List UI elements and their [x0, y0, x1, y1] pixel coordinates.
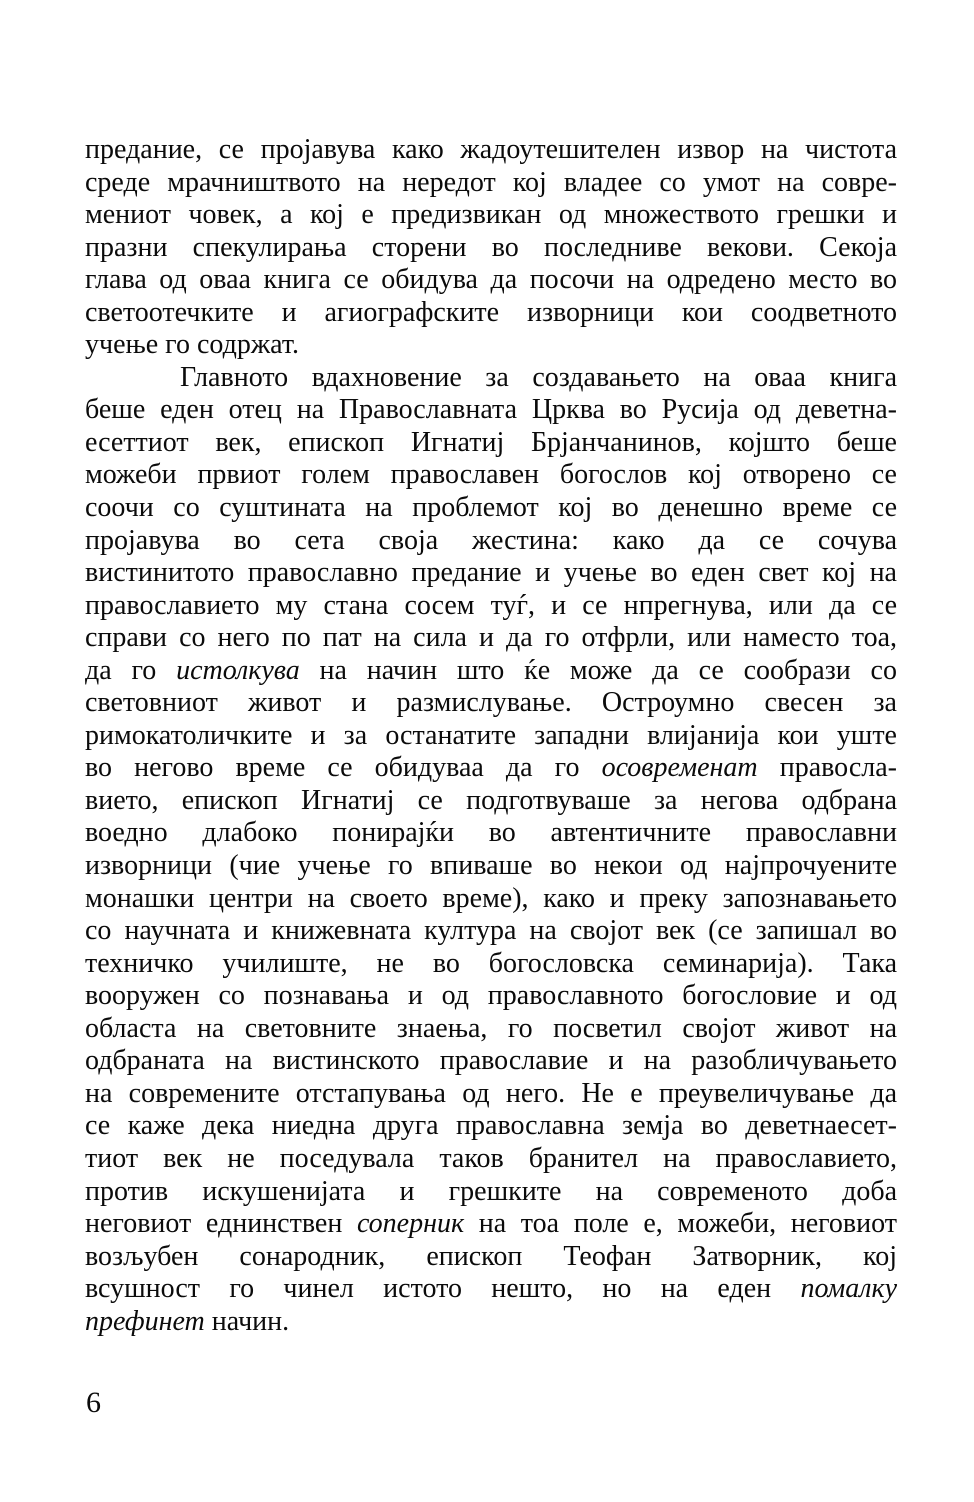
text-line: се каже дека ниедна друга православна земја во деветнаесет- — [85, 1110, 897, 1142]
text-line: да го истолкува на начин што ќе може да се сообрази со — [85, 654, 897, 686]
text-line: на современите отстапувања од него. Не е преувеличување да — [85, 1077, 897, 1109]
text-line: празни спекулирања сторени во последниве векови. Секоја — [85, 231, 897, 263]
text-line: среде мрачништвото на нередот кој владее со умот на совре- — [85, 166, 897, 198]
text-line: соочи со суштината на проблемот кој во денешно време се — [85, 492, 897, 524]
text-line: воедно длабоко понирајќи во автентичните православни — [85, 817, 897, 849]
text-line: одбраната на вистинското православие и на разобличувањето — [85, 1045, 897, 1077]
text-line: вооружен со познавања и од православното богословие и од — [85, 980, 897, 1012]
text-line: префинет начин. — [85, 1305, 290, 1337]
text-line: всушност го чинел истото нешто, но на еден помалку — [85, 1273, 897, 1305]
text-line: вистинитото православно предание и учење во еден свет кој на — [85, 557, 897, 589]
text-line: со научната и книжевната култура на својот век (се запишал во — [85, 915, 897, 947]
text-line: областа на световните знаења, го посветил својот живот на — [85, 1012, 897, 1044]
text-line: предание, се пројавува како жадоутешителен извор на чистота — [85, 134, 897, 165]
page-number: 6 — [86, 1386, 101, 1419]
text-line: изворници (чие учење го впиваше во некои од најпрочуените — [85, 850, 897, 882]
text-line: есеттиот век, епископ Игнатиј Брјанчанинов, којшто беше — [85, 426, 897, 458]
text-line: беше еден отец на Православната Црква во Русија од деветна- — [85, 394, 897, 426]
text-line: римокатоличките и за останатите западни влијанија кои уште — [85, 719, 897, 751]
text-line: пројавува во сета своја жестина: како да се сочува — [85, 524, 897, 556]
text-line: православието му стана сосем туѓ, и се нпрегнува, или да се — [85, 589, 897, 621]
text-line: монашки центри на своето време), како и преку запознавањето — [85, 882, 897, 914]
text-line: Главното вдахновение за создавањето на оваа книга — [180, 361, 897, 393]
text-line: глава од оваа книга се обидува да посочи на одредено место во — [85, 264, 897, 296]
text-line: тиот век не поседувала таков бранител на православието, — [85, 1142, 897, 1174]
text-line: техничко училиште, не во богословска семинарија). Така — [85, 947, 897, 979]
text-line: светоотечките и агиографските изворници кои соодветното — [85, 296, 897, 328]
text-line: световниот живот и размислување. Остроумно свесен за — [85, 687, 897, 719]
text-line: против искушенијата и грешките на современото доба — [85, 1175, 897, 1207]
text-line: вието, епископ Игнатиј се подготвуваше за негова одбрана — [85, 784, 897, 816]
text-line: можеби првиот голем православен богослов кој отворено се — [85, 459, 897, 491]
text-line: во негово време се обидуваа да го осовременат правосла- — [85, 752, 897, 784]
text-line: возљубен сонародник, епископ Теофан Затворник, кој — [85, 1240, 897, 1272]
text-line: неговиот еднинствен соперник на тоа поле е, можеби, неговиот — [85, 1208, 897, 1240]
text-line: мениот човек, а кој е предизвикан од множеството грешки и — [85, 199, 897, 231]
text-block — [85, 134, 897, 1338]
text-line: учење го содржат. — [85, 329, 300, 361]
text-line: справи со него по пат на сила и да го отфрли, или наместо тоа, — [85, 622, 897, 654]
